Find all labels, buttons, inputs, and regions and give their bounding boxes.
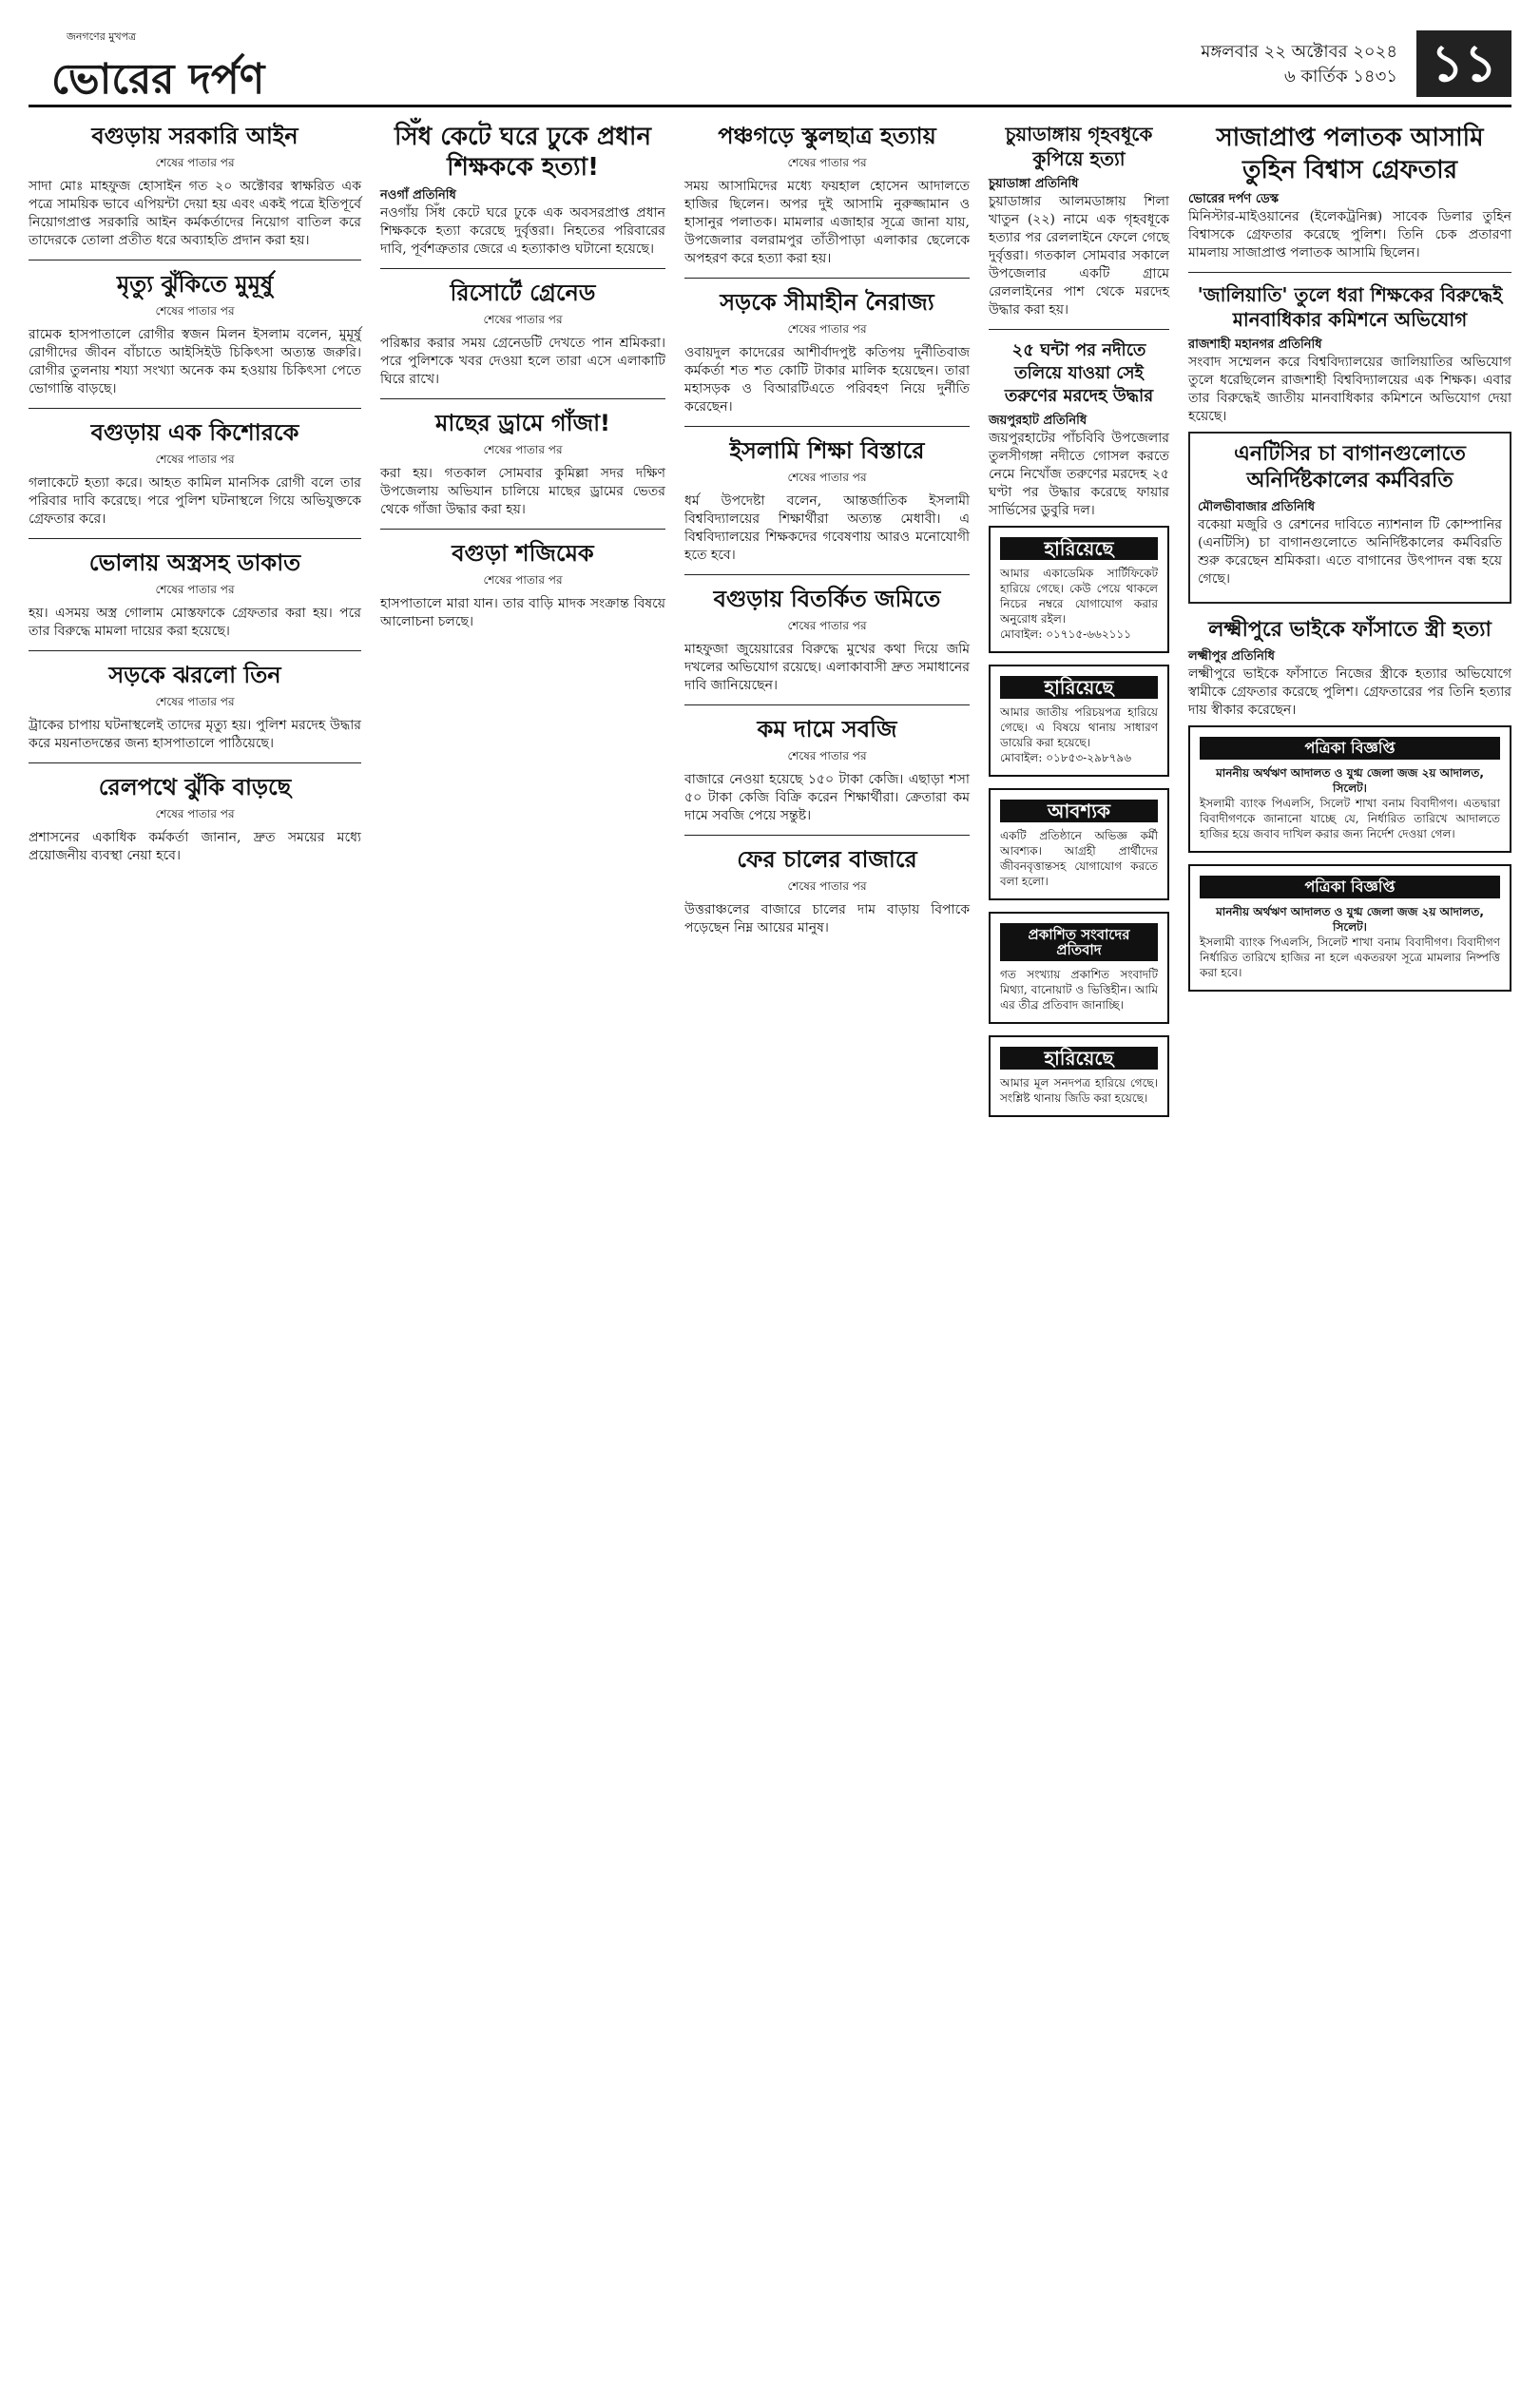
- article-text: নওগাঁয় সিঁধ কেটে ঘরে ঢুকে এক অবসরপ্রাপ্ত প্রধান শিক্ষককে হত্যা করেছে দুর্বৃত্তরা। নিহতের পরিবারের দাবি, পূর্বশত্রুতার জেরে এ হত্যাকাণ্ড ঘটানো হয়েছে।: [380, 205, 665, 257]
- headline-panchagarh: পঞ্চগড়ে স্কুলছাত্র হত্যায়: [718, 123, 936, 149]
- classified-title: হারিয়েছে: [1000, 537, 1158, 560]
- headline-cheler-bazar: ফের চালের বাজারে: [737, 846, 917, 873]
- classified-text: আমার জাতীয় পরিচয়পত্র হারিয়ে গেছে। এ বিষয়ে থানায় সাধারণ ডায়েরি করা হয়েছে।: [1000, 705, 1158, 749]
- headline-sorok-tin: সড়কে ঝরলো তিন: [108, 662, 281, 688]
- headline-sorok-noiraijo: সড়কে সীমাহীন নৈরাজ্য: [720, 289, 934, 316]
- headline-tuhin-biswas: সাজাপ্রাপ্ত পলাতক আসামি তুহিন বিশ্বাস গ্রেফতার: [1216, 124, 1484, 184]
- divider: [380, 529, 665, 530]
- classified-needed: [989, 788, 1169, 900]
- divider: [380, 398, 665, 399]
- article-text: সাদা মোঃ মাহফুজ হোসাইন গত ২০ অক্টোবর স্বাক্ষরিত এক পত্রে সাময়িক ভাবে এপিয়ন্টা দেয়া হয় এবং একই পত্রে ইতিপূর্বে নিয়োগপ্রাপ্ত সরকারি আইন কর্মকর্তাদের নিয়োগ বাতিল করে তাদেরকে তোলা প্রতীত ধরে অব্যাহতি প্রদান করা হয়।: [29, 179, 361, 248]
- divider: [684, 278, 970, 279]
- article-text: বাজারে নেওয়া হয়েছে ১৫০ টাকা কেজি। এছাড়া শসা ৫০ টাকা কেজি বিক্রি করেন শিক্ষার্থীরা। ক্রেতারা কম দামে সবজি পেয়ে সন্তুষ্ট।: [684, 772, 970, 823]
- continuation-note: শেষের পাতার পর: [155, 156, 235, 169]
- notice-title: পত্রিকা বিজ্ঞপ্তি: [1200, 737, 1500, 760]
- article-text: ধর্ম উপদেষ্টা বলেন, আন্তর্জাতিক ইসলামী বিশ্ববিদ্যালয়ের শিক্ষার্থীরা অত্যন্ত মেধাবী। এ বিশ্ববিদ্যালয়ের শিক্ষকদের গবেষণায় আরও মনোযোগী হতে হবে।: [684, 493, 970, 563]
- date-bengali: ৬ কার্তিক ১৪৩১: [1284, 67, 1397, 87]
- divider: [29, 650, 361, 651]
- article-text: করা হয়। গতকাল সোমবার কুমিল্লা সদর দক্ষিণ উপজেলায় অভিযান চালিয়ে মাছের ড্রামের ভেতর থেকে গাঁজা উদ্ধার করা হয়।: [380, 466, 665, 517]
- divider: [29, 762, 361, 763]
- continuation-note: শেষের পাতার পর: [155, 304, 235, 318]
- date-gregorian: মঙ্গলবার ২২ অক্টোবর ২০২৪: [1201, 42, 1397, 62]
- continuation-note: শেষের পাতার পর: [787, 879, 867, 893]
- continuation-note: শেষের পাতার পর: [787, 471, 867, 484]
- legal-notice-2: [1188, 864, 1511, 992]
- article-text: প্রশাসনের একাধিক কর্মকর্তা জানান, দ্রুত সময়ের মধ্যে প্রয়োজনীয় ব্যবস্থা নেয়া হবে।: [29, 830, 361, 863]
- headline-islami-shikkha: ইসলামি শিক্ষা বিস্তারে: [729, 437, 925, 464]
- notice-court: মাননীয় অর্থঋণ আদালত ও যুগ্ম জেলা জজ ২য় আদালত, সিলেট।: [1216, 766, 1484, 795]
- divider: [684, 835, 970, 836]
- page-number: ১১: [1416, 30, 1511, 97]
- classified-text: গত সংখ্যায় প্রকাশিত সংবাদটি মিথ্যা, বানোয়াট ও ভিত্তিহীন। আমি এর তীব্র প্রতিবাদ জানাচ্ছি।: [1000, 968, 1158, 1012]
- continuation-note: শেষের পাতার পর: [155, 807, 235, 820]
- notice-court: মাননীয় অর্থঋণ আদালত ও যুগ্ম জেলা জজ ২য় আদালত, সিলেট।: [1216, 905, 1484, 934]
- article-text: মিনিস্টার-মাইওয়ানের (ইলেকট্রনিক্স) সাবেক ডিলার তুহিন বিশ্বাসকে গ্রেফতার করেছে পুলিশ। তিনি চেক প্রতারণা মামলায় সাজাপ্রাপ্ত পলাতক আসামি ছিলেন।: [1188, 209, 1511, 260]
- headline-kom-dame-sobji: কম দামে সবজি: [757, 716, 897, 743]
- headline-jaliyati: 'জালিয়াতি' তুলে ধরা শিক্ষকের বিরুদ্ধেই মানবাধিকার কমিশনে অভিযোগ: [1197, 283, 1503, 331]
- column-1: [29, 122, 361, 871]
- classified-text: আমার মূল সনদপত্র হারিয়ে গেছে। সংশ্লিষ্ট থানায় জিডি করা হয়েছে।: [1000, 1076, 1158, 1105]
- article-text: জয়পুরহাটের পাঁচবিবি উপজেলার তুলসীগঙ্গা নদীতে গোসল করতে নেমে নিখোঁজ তরুণের মরদেহ ২৫ ঘণ্টা পর উদ্ধার করেছে ফায়ার সার্ভিসের ডুবুরি দল।: [989, 431, 1169, 518]
- article-text: সময় আসামিদের মধ্যে ফয়হাল হোসেন আদালতে হাজির ছিলেন। অপর দুই আসামি নুরুজ্জামান ও হাসানুর পলাতক। মামলার এজাহার সূত্রে জানা যায়, উপজেলার বলরামপুর তাঁতীপাড়া এলাকার ছেলেকে অপহরণ করে হত্যা করা হয়।: [684, 179, 970, 266]
- byline: জয়পুরহাট প্রতিনিধি: [989, 414, 1088, 428]
- article-text: চুয়াডাঙ্গার আলমডাঙ্গায় শিলা খাতুন (২২) নামে এক গৃহবধূকে হত্যার পর রেললাইনে ফেলে গেছে দুর্বৃত্তরা। গতকাল সোমবার সকালে উপজেলার একটি গ্রামে রেললাইনের পাশ থেকে মরদেহ উদ্ধার করা হয়।: [989, 194, 1169, 318]
- classified-phone: মোবাইল: ০১৮৫৩-২৯৮৭৯৬: [1000, 751, 1131, 764]
- classified-lost-1: [989, 526, 1169, 653]
- byline: লক্ষ্মীপুর প্রতিনিধি: [1188, 649, 1275, 664]
- classified-title: হারিয়েছে: [1000, 676, 1158, 699]
- article-text: ট্রাকের চাপায় ঘটনাস্থলেই তাদের মৃত্যু হয়। পুলিশ মরদেহ উদ্ধার করে ময়নাতদন্তের জন্য হাসপাতালে পাঠিয়েছে।: [29, 718, 361, 751]
- headline-sorkari-ain: বগুড়ায় সরকারি আইন: [91, 123, 298, 149]
- article-text: গলাকেটে হত্যা করে। আহত কামিল মানসিক রোগী বলে তার পরিবার দাবি করেছে। পরে পুলিশ ঘটনাস্থলে গিয়ে অভিযুক্তকে গ্রেফতার করে।: [29, 475, 361, 527]
- headline-bitorkito-jomi: বগুড়ায় বিতর্কিত জমিতে: [713, 586, 941, 612]
- article-text: বকেয়া মজুরি ও রেশনের দাবিতে ন্যাশনাল টি কোম্পানির (এনটিসি) চা বাগানগুলোতে অনির্দিষ্টকালের কর্মবিরতি শুরু করেছেন শ্রমিকরা। এতে বাগানের উৎপাদন বন্ধ হয়ে গেছে।: [1198, 517, 1502, 587]
- headline-chuadanga: চুয়াডাঙ্গায় গৃহবধূকে কুপিয়ে হত্যা: [1005, 123, 1153, 170]
- byline: নওগাঁ প্রতিনিধি: [380, 188, 456, 203]
- divider: [684, 574, 970, 575]
- continuation-note: শেষের পাতার পর: [483, 443, 563, 456]
- headline-macher-drum: মাছের ড্রামে গাঁজা!: [435, 410, 610, 436]
- divider: [989, 329, 1169, 330]
- masthead-tagline: জনগণের মুখপত্র: [67, 30, 137, 43]
- headline-shojimek: বগুড়া শজিমেক: [452, 540, 594, 567]
- byline: ভোরের দর্পণ ডেস্ক: [1188, 192, 1280, 206]
- notice-body: ইসলামী ব্যাংক পিএলসি, সিলেট শাখা বনাম বিবাদীগণ। এতদ্বারা বিবাদীগণকে জানানো যাচ্ছে যে, নির্ধারিত তারিখে আদালতে হাজির হয়ে জবাব দাখিল করার জন্য নির্দেশ দেওয়া গেল।: [1200, 797, 1500, 840]
- byline: রাজশাহী মহানগর প্রতিনিধি: [1188, 338, 1322, 352]
- article-text: হাসপাতালে মারা যান। তার বাড়ি মাদক সংক্রান্ত বিষয়ে আলোচনা চলছে।: [380, 596, 665, 629]
- continuation-note: শেষের পাতার পর: [787, 619, 867, 632]
- divider: [380, 268, 665, 269]
- divider: [684, 704, 970, 705]
- headline-relpoth: রেলপথে ঝুঁকি বাড়ছে: [98, 774, 292, 801]
- column-5: [1188, 122, 1511, 1003]
- masthead: [29, 27, 1511, 107]
- headline-lakshmipur: লক্ষ্মীপুরে ভাইকে ফাঁসাতে স্ত্রী হত্যা: [1208, 618, 1492, 642]
- continuation-note: শেষের পাতার পর: [155, 453, 235, 466]
- headline-resort-grenade: রিসোর্টে গ্রেনেড: [450, 280, 596, 306]
- classified-phone: মোবাইল: ০১৭১৫-৬৬২১১১: [1000, 627, 1131, 641]
- newspaper-page: [29, 27, 1511, 2337]
- headline-bhola-dakat: ভোলায় অস্ত্রসহ ডাকাত: [88, 550, 301, 576]
- date-box: [1201, 40, 1397, 89]
- article-text: পরিষ্কার করার সময় গ্রেনেডটি দেখতে পান শ্রমিকরা। পরে পুলিশকে খবর দেওয়া হলে তারা এসে এলাকাটি ঘিরে রাখে।: [380, 336, 665, 387]
- article-text: উত্তরাঞ্চলের বাজারে চালের দাম বাড়ায় বিপাকে পড়েছেন নিম্ন আয়ের মানুষ।: [684, 902, 970, 936]
- continuation-note: শেষের পাতার পর: [155, 583, 235, 596]
- divider: [684, 426, 970, 427]
- headline-nodi-torun: ২৫ ঘন্টা পর নদীতে তলিয়ে যাওয়া সেই তরুণের মরদেহ উদ্ধার: [1004, 340, 1154, 406]
- headline-mrittu-jhuki: মৃত্যু ঝুঁকিতে মুমূর্ষু: [116, 271, 274, 298]
- headline-ntc-cha-bagan: এনটিসির চা বাগানগুলোতে অনির্দিষ্টকালের কর্মবিরতি: [1234, 442, 1466, 492]
- continuation-note: শেষের পাতার পর: [787, 156, 867, 169]
- divider: [1188, 272, 1511, 273]
- column-4: [989, 122, 1169, 1128]
- article-text: ওবায়দুল কাদেরের আশীর্বাদপুষ্ট কতিপয় দুর্নীতিবাজ কর্মকর্তা শত শত কোটি টাকার মালিক হয়েছেন। তারা মহাসড়ক ও বিআরটিএতে পরিবহণ নিয়ে দুর্নীতি করেছেন।: [684, 345, 970, 415]
- continuation-note: শেষের পাতার পর: [787, 749, 867, 762]
- article-text: লক্ষ্মীপুরে ভাইকে ফাঁসাতে নিজের স্ত্রীকে হত্যার অভিযোগে স্বামীকে গ্রেফতার করেছে পুলিশ। গ্রেফতারের পর তিনি হত্যার দায় স্বীকার করেছেন।: [1188, 666, 1511, 718]
- column-3: [684, 122, 970, 943]
- headline-shiddh-kete: সিঁধ কেটে ঘরে ঢুকে প্রধান শিক্ষককে হত্যা!: [395, 123, 651, 182]
- byline: চুয়াডাঙ্গা প্রতিনিধি: [989, 177, 1079, 191]
- notice-body: ইসলামী ব্যাংক পিএলসি, সিলেট শাখা বনাম বিবাদীগণ। বিবাদীগণ নির্ধারিত তারিখে হাজির না হলে একতরফা সূত্রে মামলার নিষ্পত্তি করা হবে।: [1200, 936, 1500, 979]
- classified-lost-3: [989, 1035, 1169, 1117]
- continuation-note: শেষের পাতার পর: [483, 573, 563, 587]
- article-text: মাহফুজা জুয়েয়ারের বিরুদ্ধে মুখের কথা দিয়ে জমি দখলের অভিযোগ রয়েছে। এলাকাবাসী দ্রুত সমাধানের দাবি জানিয়েছেন।: [684, 642, 970, 693]
- divider: [29, 408, 361, 409]
- boxed-story-ntc: [1188, 432, 1511, 604]
- classified-text: একটি প্রতিষ্ঠানে অভিজ্ঞ কর্মী আবশ্যক। আগ্রহী প্রার্থীদের জীবনবৃত্তান্তসহ যোগাযোগ করতে বলা হলো।: [1000, 829, 1158, 888]
- continuation-note: শেষের পাতার পর: [155, 695, 235, 708]
- classified-lost-2: [989, 665, 1169, 777]
- article-text: হয়। এসময় অস্ত্র গোলাম মোস্তফাকে গ্রেফতার করা হয়। পরে তার বিরুদ্ধে মামলা দায়ের করা হয়েছে।: [29, 606, 361, 639]
- classified-protest: [989, 912, 1169, 1024]
- article-text: সংবাদ সম্মেলন করে বিশ্ববিদ্যালয়ের জালিয়াতির অভিযোগ তুলে ধরেছিলেন রাজশাহী বিশ্ববিদ্যালয়ের এক শিক্ষক। এবার তার বিরুদ্ধেই জাতীয় মানবাধিকার কমিশনে অভিযোগ দেয়া হয়েছে।: [1188, 355, 1511, 424]
- legal-notice-1: [1188, 725, 1511, 853]
- continuation-note: শেষের পাতার পর: [787, 322, 867, 336]
- byline: মৌলভীবাজার প্রতিনিধি: [1198, 500, 1316, 514]
- logo-text: ভোরের দর্পণ: [51, 55, 265, 104]
- classified-title: আবশ্যক: [1000, 800, 1158, 822]
- newspaper-logo: [51, 34, 337, 104]
- continuation-note: শেষের পাতার পর: [483, 313, 563, 326]
- classified-title: হারিয়েছে: [1000, 1047, 1158, 1070]
- classified-text: আমার একাডেমিক সার্টিফিকেট হারিয়ে গেছে। কেউ পেয়ে থাকলে নিচের নম্বরে যোগাযোগ করার অনুরোধ রইল।: [1000, 567, 1158, 626]
- notice-title: পত্রিকা বিজ্ঞপ্তি: [1200, 876, 1500, 898]
- article-text: রামেক হাসপাতালে রোগীর স্বজন মিলন ইসলাম বলেন, মুমূর্ষু রোগীদের জীবন বাঁচাতে আইসিইউ চিকিৎসা অত্যন্ত জরুরি। রোগীর তুলনায় শয্যা সংখ্যা অনেক কম হওয়ায় চিকিৎসা পেতে ভোগান্তি বাড়ছে।: [29, 327, 361, 396]
- divider: [29, 538, 361, 539]
- classified-title: প্রকাশিত সংবাদের প্রতিবাদ: [1000, 923, 1158, 961]
- headline-kishor: বগুড়ায় এক কিশোরকে: [90, 419, 299, 446]
- column-2: [380, 122, 665, 637]
